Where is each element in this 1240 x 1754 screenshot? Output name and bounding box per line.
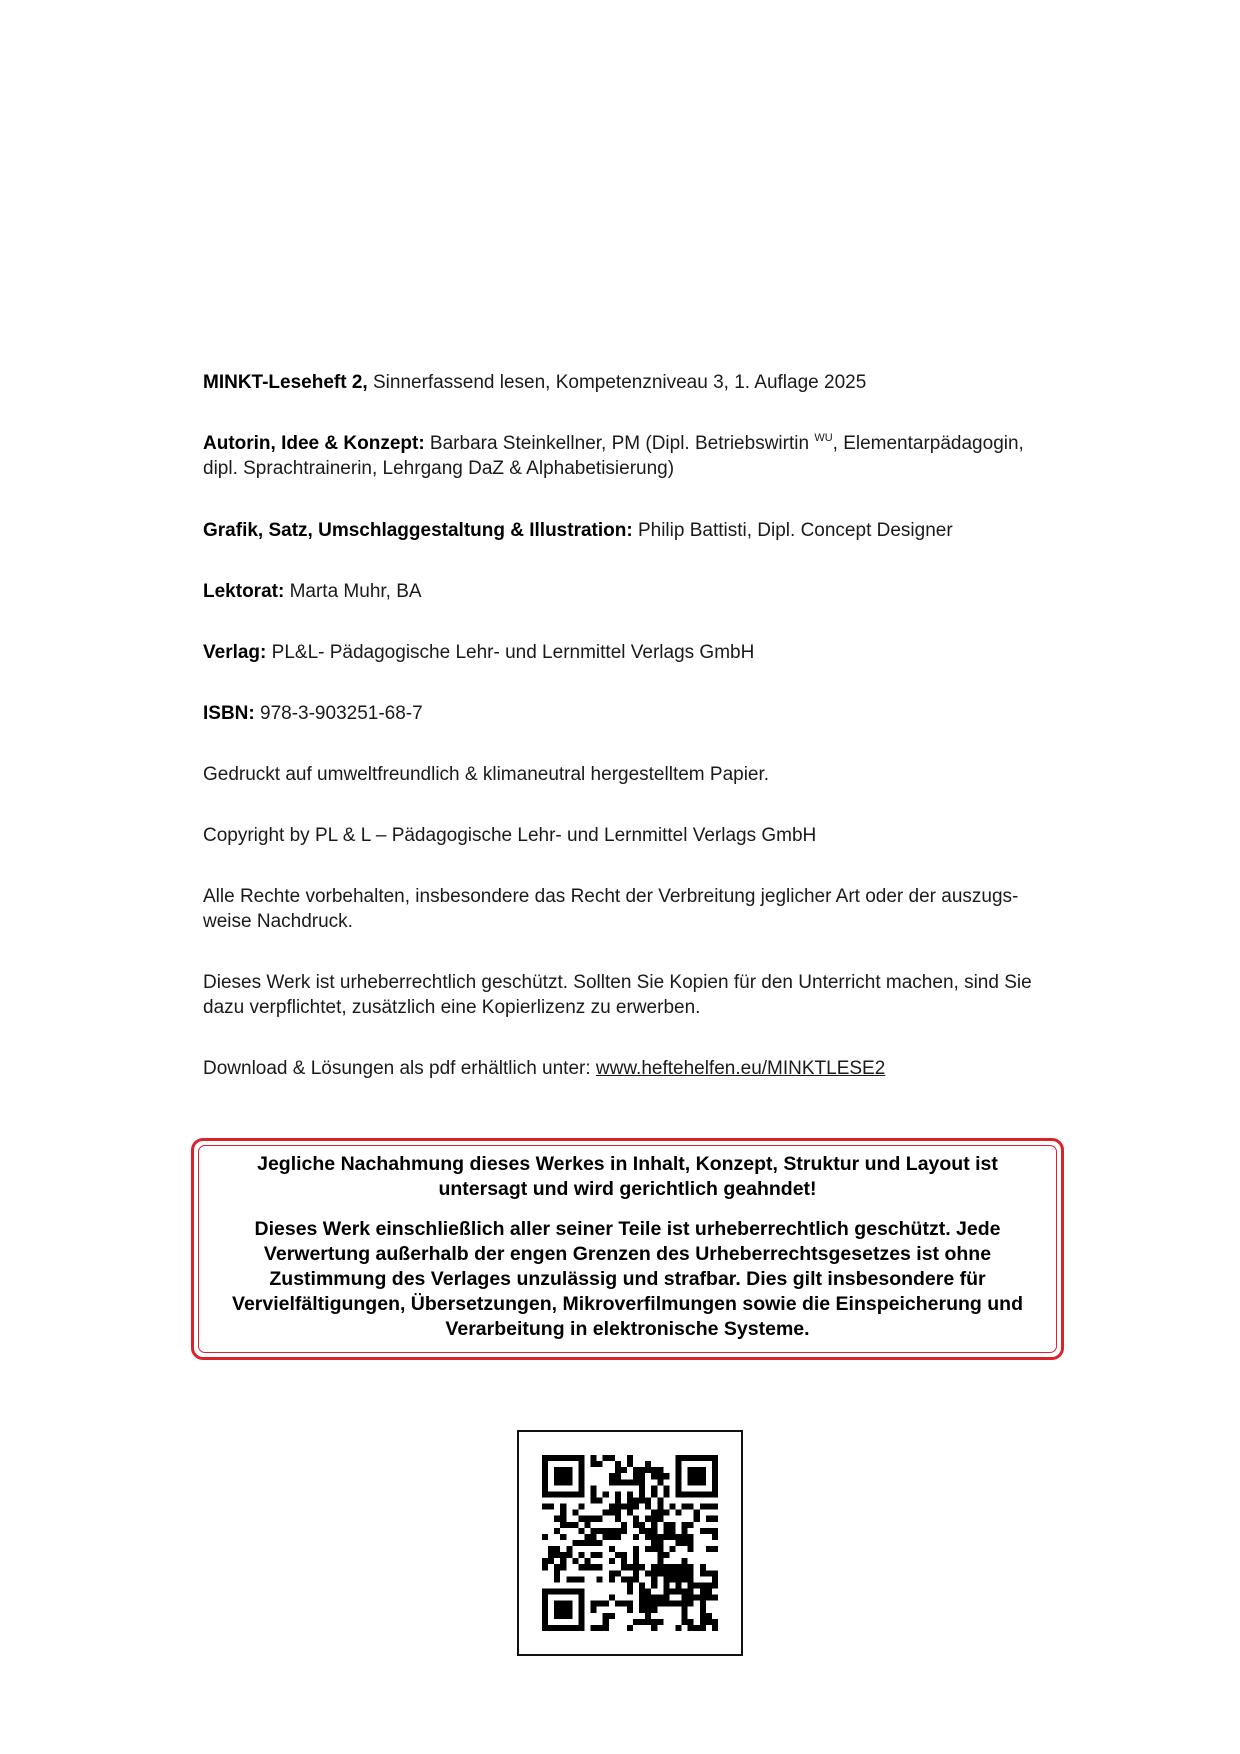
imprint-copyright: Copyright by PL & L – Pädagogische Lehr- und Lernmittel Verlags GmbH — [203, 825, 817, 846]
notice-copyright-text: Dieses Werk einschließlich aller seiner Teile ist urheberrechtlich geschützt. Jede Verwertung außerhalb der engen Grenzen des Urheberrechtsgesetzes ist ohne Zustimmung des Verlages unzulässig und strafbar. Dies gilt insbesondere für Vervielfältigungen, Übersetzungen, Mikroverfilmungen sowie die Einspeicherung und Verarbeitung in elektronische Systeme. — [232, 1218, 1023, 1340]
imprint-title: MINKT-Leseheft 2, Sinnerfassend lesen, Kompetenzniveau 3, 1. Auflage 2025 — [203, 372, 867, 393]
imprint-isbn: ISBN: 978-3-903251-68-7 — [203, 703, 423, 724]
copyright-notice-box — [191, 1138, 1064, 1360]
imprint-graphics: Grafik, Satz, Umschlaggestaltung & Illustration: Philip Battisti, Dipl. Concept Designer — [203, 520, 953, 541]
imprint-paper: Gedruckt auf umweltfreundlich & klimaneutral hergestelltem Papier. — [203, 764, 770, 785]
imprint-rights: Alle Rechte vorbehalten, insbesondere das Recht der Verbreitung jeglicher Art oder der auszugs-weise Nachdruck. — [203, 886, 1019, 932]
imprint-download: Download & Lösungen als pdf erhältlich unter: www.heftehelfen.eu/MINKTLESE2 — [203, 1058, 886, 1079]
imprint-author: Autorin, Idee & Konzept: Barbara Steinkellner, PM (Dipl. Betriebswirtin $^{WU}$, Elementarpädagogin, dipl. Sprachtrainerin, Lehrgang DaZ & Alphabetisierung) — [203, 432, 1024, 479]
notice-imitation-warning: Jegliche Nachahmung dieses Werkes in Inhalt, Konzept, Struktur und Layout ist untersagt und wird gerichtlich geahndet! — [257, 1153, 998, 1200]
imprint-editing: Lektorat: Marta Muhr, BA — [203, 581, 422, 602]
qr-code-frame — [517, 1430, 743, 1656]
download-link[interactable]: www.heftehelfen.eu/MINKTLESE2 — [595, 1058, 886, 1079]
qr-code-icon — [542, 1455, 718, 1631]
imprint-license: Dieses Werk ist urheberrechtlich geschützt. Sollten Sie Kopien für den Unterricht machen, sind Sie dazu verpflichtet, zusätzlich eine Kopierlizenz zu erwerben. — [203, 972, 1032, 1018]
author-superscript: WU — [814, 432, 833, 444]
imprint-publisher: Verlag: PL&L- Pädagogische Lehr- und Lernmittel Verlags GmbH — [203, 642, 755, 663]
